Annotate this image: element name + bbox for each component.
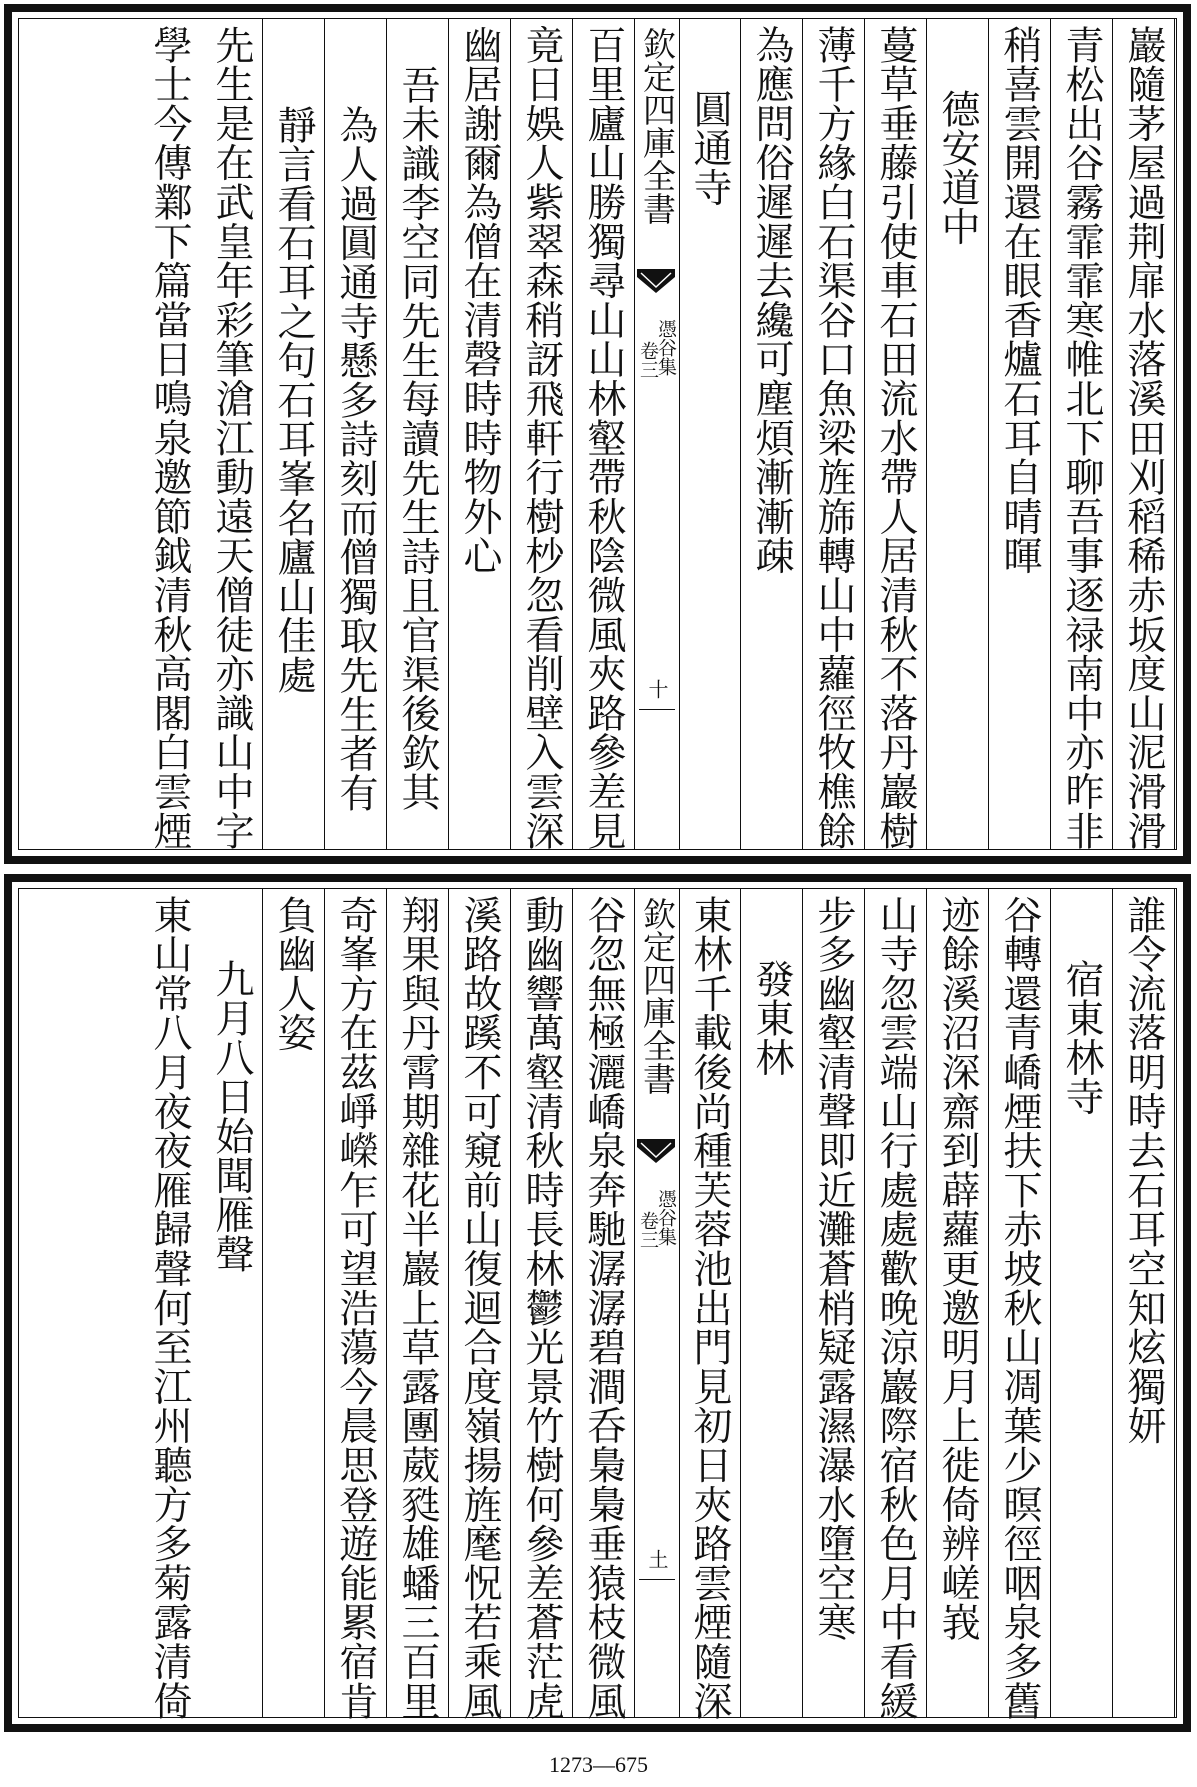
text-column: [200, 889, 263, 1717]
text-column: [262, 889, 325, 1717]
gutter-page-number: 十: [645, 679, 669, 699]
gutter-rule: [639, 1579, 675, 1580]
top-page-frame: [18, 18, 1177, 850]
column-text: 為人過圓通寺懸多詩刻而僧獨取先生者有: [333, 105, 378, 813]
text-column: [138, 889, 200, 1721]
text-column: [1050, 19, 1113, 849]
column-text: 迹餘溪沼深齋到薜蘿更邀明月上徙倚辨嵯峩: [935, 895, 980, 1642]
center-gutter: [634, 889, 680, 1717]
column-text: 負幽人姿: [271, 895, 316, 1053]
text-column: [386, 19, 449, 849]
text-column: [864, 889, 927, 1721]
text-column: [572, 889, 635, 1721]
text-column: [864, 19, 927, 849]
text-column: [678, 19, 741, 849]
column-text: 東林千載後尚種芙蓉池出門見初日夾路雲煙隨深: [687, 895, 732, 1721]
text-column: [926, 19, 989, 849]
text-column: [1050, 889, 1113, 1717]
center-gutter: [634, 19, 680, 849]
column-text: 溪路故蹊不可窺前山復迴合度嶺揚旌麾怳若乘風: [457, 895, 502, 1721]
gutter-title: 欽定四庫全書: [638, 897, 677, 1095]
text-column: [324, 19, 387, 849]
column-heading: 宿東林寺: [1059, 959, 1104, 1117]
text-column: [510, 889, 573, 1721]
text-column: [324, 889, 387, 1721]
text-column: [802, 19, 865, 849]
gutter-page-number: 土: [645, 1549, 669, 1569]
column-text: 稍喜雲開還在眼香爐石耳自晴暉: [997, 25, 1042, 576]
column-text: 先生是在武皇年彩筆滄江動遠天僧徒亦識山中字: [209, 25, 254, 851]
column-text: 東山常八月夜夜雁歸聲何至江州聽方多菊露清倚: [147, 895, 192, 1721]
text-column: [802, 889, 865, 1717]
text-column: [200, 19, 263, 849]
gutter-title: 欽定四庫全書: [638, 27, 677, 225]
column-text: 翔果與丹霄期雜花半巖上草露團葳甤雄蟠三百里: [395, 895, 440, 1721]
text-column: [678, 889, 741, 1721]
column-text: 奇峯方在茲崢嶸乍可望浩蕩今晨思登遊能累宿肯: [333, 895, 378, 1721]
fish-tail-mark-icon: [637, 269, 675, 293]
column-text: 學士今傳鄴下篇當日鳴泉邀節鉞清秋高閣白雲煙: [147, 25, 192, 851]
column-text: 谷轉還青嶠煙扶下赤坡秋山凋葉少暝徑咽泉多舊: [997, 895, 1042, 1721]
gutter-volume: 卷三: [637, 341, 659, 379]
column-heading: 發東林: [749, 959, 794, 1077]
column-text: 誰令流落明時去石耳空知炫獨妍: [1121, 895, 1166, 1446]
column-heading: 德安道中: [935, 89, 980, 247]
text-column: [988, 19, 1051, 849]
top-page: [4, 4, 1191, 864]
column-heading: 圓通寺: [687, 89, 732, 207]
text-column: [448, 889, 511, 1721]
bottom-page-frame: [18, 888, 1177, 1721]
column-text: 蔓草垂藤引使車石田流水帶人居清秋不落丹巖樹: [873, 25, 918, 851]
text-column: [572, 19, 635, 849]
text-column: [740, 19, 803, 849]
column-text: 竟日娛人紫翠森稍訝飛軒行樹杪忽看削壁入雲深: [519, 25, 564, 851]
text-column: [138, 19, 200, 849]
column-text: 幽居謝爾為僧在清磬時時物外心: [457, 25, 502, 576]
bottom-page: [4, 874, 1191, 1732]
text-column: [926, 889, 989, 1717]
column-text: 青松出谷霧霏霏寒帷北下聊吾事逐禄南中亦昨非: [1059, 25, 1104, 851]
column-text: 谷忽無極灑嶠泉奔馳潺潺碧澗呑梟梟垂猿枝微風: [581, 895, 626, 1721]
text-column: [448, 19, 511, 849]
column-text: 為應問俗遲遲去纔可塵煩漸漸疎: [749, 25, 794, 576]
gutter-rule: [639, 709, 675, 710]
column-text: 步多幽壑清聲即近灘蒼梢疑露濕瀑水墮空寒: [811, 895, 856, 1642]
text-column: [510, 19, 573, 849]
gutter-book-name: 憑谷集: [655, 1189, 677, 1246]
text-column: [740, 889, 803, 1717]
column-text: 靜言看石耳之句石耳峯名廬山佳處: [271, 105, 316, 695]
fish-tail-mark-icon: [637, 1139, 675, 1163]
column-text: 山寺忽雲端山行處處歡晚涼巖際宿秋色月中看緩: [873, 895, 918, 1721]
column-heading: 九月八日始聞雁聲: [209, 959, 254, 1274]
gutter-volume: 卷三: [637, 1211, 659, 1249]
page-footer-number: 1273—675: [549, 1752, 648, 1777]
column-text: 動幽響萬壑清秋時長林鬱光景竹樹何參差蒼茫虎: [519, 895, 564, 1721]
text-column: [262, 19, 325, 849]
text-column: [1112, 19, 1175, 849]
column-text: 薄千方緣白石渠谷口魚梁旌旆轉山中蘿徑牧樵餘: [811, 25, 856, 851]
text-column: [386, 889, 449, 1721]
text-column: [1112, 889, 1175, 1717]
text-column: [988, 889, 1051, 1721]
gutter-book-name: 憑谷集: [655, 319, 677, 376]
column-text: 百里廬山勝獨尋山山林壑帶秋陰微風夾路參差見: [581, 25, 626, 851]
column-text: 巖隨茅屋過荆扉水落溪田刈稻稀赤坂度山泥滑滑: [1121, 25, 1166, 851]
column-text: 吾未識李空同先生每讀先生詩且官渠後欽其: [395, 65, 440, 812]
